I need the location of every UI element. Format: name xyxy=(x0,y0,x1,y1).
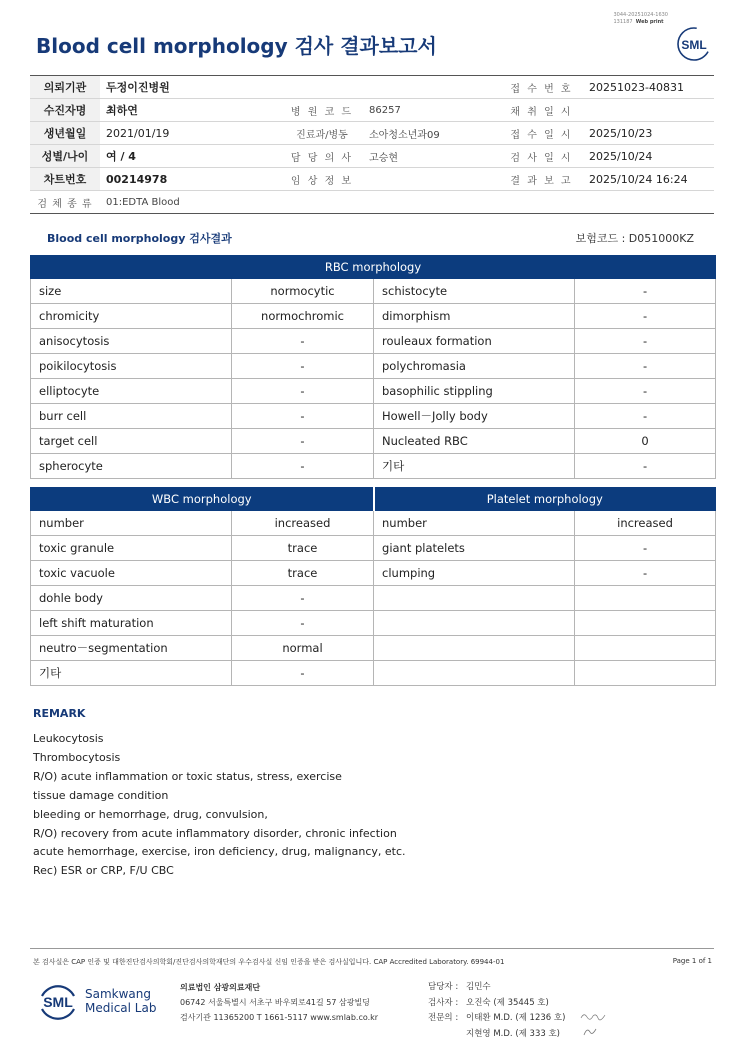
foundation-contact: 검사기관 11365200 T 1661-5117 www.smlab.co.kr xyxy=(180,1013,379,1022)
footer-divider xyxy=(30,948,714,949)
remark-line: bleeding or hemorrhage, drug, convulsion, xyxy=(33,807,268,821)
rbc-item: size xyxy=(31,279,232,304)
wbc-result: - xyxy=(575,536,716,561)
wbc-result xyxy=(575,611,716,636)
samkwang-logo-icon xyxy=(36,980,80,1024)
rbc-item: rouleaux formation xyxy=(374,329,575,354)
wbc-result xyxy=(575,586,716,611)
rbc-item: schistocyte xyxy=(374,279,575,304)
staff-row xyxy=(428,1027,565,1043)
info-label: 병 원 코 드 xyxy=(281,99,363,122)
wbc-item xyxy=(374,586,575,611)
platelet-header: Platelet morphology xyxy=(374,488,716,511)
wbc-result: - xyxy=(232,611,374,636)
wbc-item: 기타 xyxy=(31,661,232,686)
signature-2-icon xyxy=(582,1026,598,1038)
rbc-result: - xyxy=(232,429,374,454)
rbc-row xyxy=(31,379,716,404)
info-value: 2025/10/24 16:24 xyxy=(583,168,714,191)
info-label: 검 사 일 시 xyxy=(500,145,583,168)
info-label: 채 취 일 시 xyxy=(500,99,583,122)
rbc-row xyxy=(31,429,716,454)
staff-row xyxy=(428,980,565,996)
wbc-item: dohle body xyxy=(31,586,232,611)
wbc-item xyxy=(374,636,575,661)
remark-line: Leukocytosis xyxy=(33,732,104,745)
info-row xyxy=(30,168,714,191)
staff-row xyxy=(428,1011,565,1027)
info-label: 접 수 일 시 xyxy=(500,122,583,145)
info-value: 00214978 xyxy=(100,168,281,191)
print-mode: Web print xyxy=(635,19,664,25)
wbc-result: trace xyxy=(232,561,374,586)
wbc-result: - xyxy=(232,661,374,686)
svg-text:SML: SML xyxy=(43,994,73,1010)
rbc-item: dimorphism xyxy=(374,304,575,329)
wordmark-line2: Medical Lab xyxy=(85,1001,157,1015)
wbc-item xyxy=(374,661,575,686)
remark-text xyxy=(33,730,406,881)
info-value xyxy=(363,76,500,99)
print-id: 131187 xyxy=(613,19,633,25)
rbc-result: - xyxy=(575,279,716,304)
rbc-row xyxy=(31,279,716,304)
sml-logo-icon xyxy=(676,26,712,62)
staff-role: 검사자 : xyxy=(428,997,459,1008)
rbc-result: normocytic xyxy=(232,279,374,304)
info-label: 차트번호 xyxy=(30,168,100,191)
rbc-item: target cell xyxy=(31,429,232,454)
rbc-item: basophilic stippling xyxy=(374,379,575,404)
info-label: 접 수 번 호 xyxy=(500,76,583,99)
wbc-result: - xyxy=(575,561,716,586)
rbc-item: chromicity xyxy=(31,304,232,329)
info-value xyxy=(583,99,714,122)
info-value: 고승현 xyxy=(363,145,500,168)
svg-text:SML: SML xyxy=(681,38,707,52)
info-value xyxy=(363,168,500,191)
info-label: 결 과 보 고 xyxy=(500,168,583,191)
wbc-result: trace xyxy=(232,536,374,561)
info-label: 진료과/병동 xyxy=(281,122,363,145)
wbc-item: toxic vacuole xyxy=(31,561,232,586)
rbc-item: anisocytosis xyxy=(31,329,232,354)
wbc-item xyxy=(374,611,575,636)
info-label xyxy=(281,76,363,99)
rbc-item: Nucleated RBC xyxy=(374,429,575,454)
staff-name: 지현영 M.D. (제 333 호) xyxy=(466,1028,561,1039)
patient-info-table xyxy=(30,75,714,214)
wbc-header: WBC morphology xyxy=(31,488,374,511)
staff-row xyxy=(428,996,565,1012)
wbc-item: clumping xyxy=(374,561,575,586)
rbc-result: - xyxy=(575,454,716,479)
wbc-item: neutro－segmentation xyxy=(31,636,232,661)
wbc-item: number xyxy=(374,511,575,536)
info-label: 의뢰기관 xyxy=(30,76,100,99)
info-value: 20251023-40831 xyxy=(583,76,714,99)
rbc-result: normochromic xyxy=(232,304,374,329)
rbc-row xyxy=(31,404,716,429)
info-value: 2025/10/23 xyxy=(583,122,714,145)
staff-role: 전문의 : xyxy=(428,1013,459,1023)
rbc-item: poikilocytosis xyxy=(31,354,232,379)
wbc-row xyxy=(31,661,716,686)
rbc-item: Howell－Jolly body xyxy=(374,404,575,429)
wbc-row xyxy=(31,511,716,536)
remark-line: R/O) acute inflammation or toxic status, stress, exercise xyxy=(33,769,342,783)
info-label: 수진자명 xyxy=(30,99,100,122)
rbc-row xyxy=(31,454,716,479)
info-row xyxy=(30,145,714,168)
rbc-result: - xyxy=(232,329,374,354)
foundation-address: 06742 서울특별시 서초구 바우뫼로41길 57 삼광빌딩 xyxy=(180,998,370,1007)
info-value: 2021/01/19 xyxy=(100,122,281,145)
specimen-value: 01:EDTA Blood xyxy=(100,191,714,214)
foundation-info xyxy=(180,980,378,1025)
rbc-result: - xyxy=(575,354,716,379)
rbc-result: - xyxy=(232,404,374,429)
remark-line: Rec) ESR or CRP, F/U CBC xyxy=(33,864,174,878)
wbc-item: number xyxy=(31,511,232,536)
wbc-platelet-table xyxy=(30,487,716,686)
wbc-row xyxy=(31,586,716,611)
info-value: 두정이진병원 xyxy=(100,76,281,99)
rbc-row xyxy=(31,304,716,329)
remark-line: acute hemorrhage, exercise, iron deficiency, drug, malignancy, etc. xyxy=(33,845,406,859)
rbc-header-row xyxy=(31,256,716,279)
print-stamp xyxy=(613,12,668,26)
info-value: 2025/10/24 xyxy=(583,145,714,168)
remark-line: R/O) recovery from acute inflammatory disorder, chronic infection xyxy=(33,826,397,840)
rbc-item: spherocyte xyxy=(31,454,232,479)
info-row xyxy=(30,122,714,145)
remark-line: tissue damage condition xyxy=(33,788,169,802)
specimen-label: 검 체 종 류 xyxy=(30,191,100,214)
wbc-row xyxy=(31,611,716,636)
rbc-row xyxy=(31,329,716,354)
accreditation-note: 본 검사실은 CAP 인증 및 대한진단검사의학회/진단검사의학재단의 우수검사실 신임 인증을 받은 검사실입니다. CAP Accredited Laboratory. 69944-01 xyxy=(33,958,505,966)
info-value: 소아청소년과09 xyxy=(363,122,500,145)
info-label: 담 당 의 사 xyxy=(281,145,363,168)
rbc-item: polychromasia xyxy=(374,354,575,379)
report-title: Blood cell morphology 검사 결과보고서 xyxy=(36,34,437,58)
print-code: 3044-20251024-1630 xyxy=(613,12,668,18)
wbc-header-row xyxy=(31,488,716,511)
info-row xyxy=(30,76,714,99)
rbc-result: 0 xyxy=(575,429,716,454)
rbc-morphology-table xyxy=(30,255,716,479)
result-section-title: Blood cell morphology 검사결과 xyxy=(47,232,232,245)
info-label: 성별/나이 xyxy=(30,145,100,168)
rbc-result: - xyxy=(232,454,374,479)
wordmark-line1: Samkwang xyxy=(85,987,151,1001)
wbc-result: normal xyxy=(232,636,374,661)
wbc-row xyxy=(31,636,716,661)
wbc-row xyxy=(31,536,716,561)
rbc-header: RBC morphology xyxy=(31,256,716,279)
insurance-code: 보험코드 : D051000KZ xyxy=(575,232,694,245)
rbc-item: burr cell xyxy=(31,404,232,429)
info-row xyxy=(30,99,714,122)
page-number: Page 1 of 1 xyxy=(672,957,712,965)
staff-list xyxy=(428,980,565,1042)
rbc-result: - xyxy=(232,379,374,404)
staff-role: 담당자 : xyxy=(428,982,459,992)
rbc-result: - xyxy=(575,379,716,404)
wbc-result: - xyxy=(232,586,374,611)
info-value: 86257 xyxy=(363,99,500,122)
wbc-result xyxy=(575,661,716,686)
samkwang-wordmark xyxy=(85,987,156,1015)
info-value: 최하연 xyxy=(100,99,281,122)
wbc-result xyxy=(575,636,716,661)
rbc-result: - xyxy=(575,404,716,429)
wbc-item: toxic granule xyxy=(31,536,232,561)
remark-line: Thrombocytosis xyxy=(33,750,121,764)
signature-1-icon xyxy=(580,1010,606,1022)
wbc-result: increased xyxy=(232,511,374,536)
staff-name: 이태환 M.D. (제 1236 호) xyxy=(466,1013,566,1023)
rbc-result: - xyxy=(575,304,716,329)
rbc-item: elliptocyte xyxy=(31,379,232,404)
rbc-result: - xyxy=(575,329,716,354)
info-label: 임 상 정 보 xyxy=(281,168,363,191)
foundation-name: 의료법인 삼광의료재단 xyxy=(180,983,261,992)
remark-title: REMARK xyxy=(33,707,86,720)
staff-name: 오진숙 (제 35445 호) xyxy=(466,997,549,1008)
staff-name: 김민수 xyxy=(466,982,491,992)
info-label: 생년월일 xyxy=(30,122,100,145)
rbc-row xyxy=(31,354,716,379)
info-row xyxy=(30,191,714,214)
wbc-result: increased xyxy=(575,511,716,536)
wbc-item: left shift maturation xyxy=(31,611,232,636)
wbc-row xyxy=(31,561,716,586)
info-value: 여 / 4 xyxy=(100,145,281,168)
rbc-result: - xyxy=(232,354,374,379)
wbc-item: giant platelets xyxy=(374,536,575,561)
rbc-item: 기타 xyxy=(374,454,575,479)
